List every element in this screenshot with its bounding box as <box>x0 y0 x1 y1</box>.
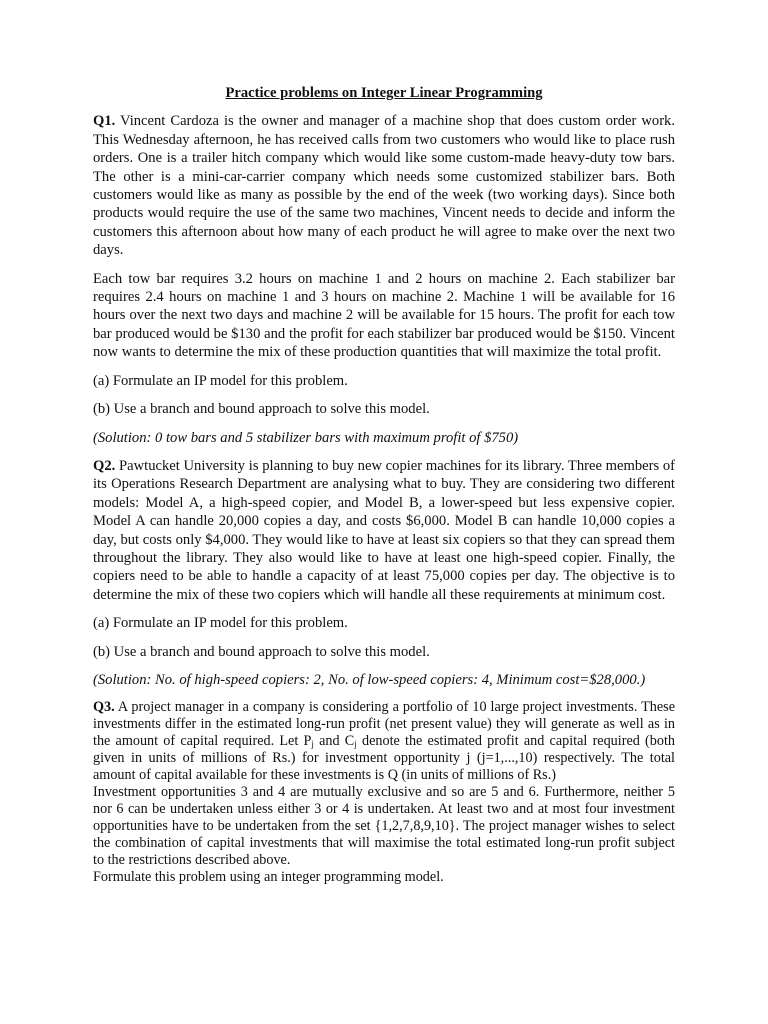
q3-subscript-2: j <box>354 739 357 750</box>
q3-task-paragraph: Formulate this problem using an integer programming model. <box>93 869 444 886</box>
q3-constraints-paragraph: Investment opportunities 3 and 4 are mutually exclusive and so are 5 and 6. Furthermore, neither 5 nor 6 can be undertaken unless either 3 or 4 is undertaken. At least two and at most four investment opportunities have to be undertaken from the set {1,2,7,8,9,10}. The project manager wishes to select the combination of capital investments that will maximise the total estimated long-run profit subject to the restrictions described above. <box>93 784 675 869</box>
q3-subscript-1: j <box>311 739 314 750</box>
q3-label: Q3. <box>93 699 115 716</box>
q1-details-paragraph: Each tow bar requires 3.2 hours on machine 1 and 2 hours on machine 2. Each stabilizer bar requires 2.4 hours on machine 1 and 3 hours on machine 2. Machine 1 will be available for 16 hours over the next two days and machine 2 will be available for 15 hours. The profit for each tow bar produced would be $130 and the profit for each stabilizer bar produced would be $150. Vincent now wants to determine the mix of these production quantities that will maximize the total profit. <box>93 270 675 361</box>
q2-solution: (Solution: No. of high-speed copiers: 2, No. of low-speed copiers: 4, Minimum cost=$28,000.) <box>93 671 646 688</box>
document-page <box>93 84 675 886</box>
q1-part-a: (a) Formulate an IP model for this problem. <box>93 372 348 389</box>
q1-intro-paragraph <box>93 112 675 259</box>
page-title: Practice problems on Integer Linear Programming <box>225 85 543 101</box>
q1-label: Q1. <box>93 113 116 130</box>
q3-text-1: A project manager in a company is considering a portfolio of 10 large project investments. These investments differ in the estimated long-run profit (net present value) they will generate as well as in the amount of capital required. Let P <box>93 699 675 750</box>
q1-solution: (Solution: 0 tow bars and 5 stabilizer bars with maximum profit of $750) <box>93 429 519 446</box>
q2-part-a: (a) Formulate an IP model for this problem. <box>93 615 348 632</box>
q3-section <box>93 699 675 886</box>
q1-intro-text: Vincent Cardoza is the owner and manager of a machine shop that does custom order work. This Wednesday afternoon, he has received calls from two customers who would like to place rush orders. One is a trailer hitch company which would like some custom-made heavy-duty tow bars. The other is a mini-car-carrier company which needs some customized stabilizer bars. Both customers would like as many as possible by the end of the week (two working days). Since both products would require the use of the same two machines, Vincent needs to decide and inform the customers this afternoon about how many of each product he will agree to make over the next two days. <box>93 113 675 259</box>
q3-text-2: and C <box>313 733 355 750</box>
q2-label: Q2. <box>93 457 116 474</box>
q2-intro-paragraph <box>93 457 675 604</box>
q1-part-b: (b) Use a branch and bound approach to solve this model. <box>93 401 430 418</box>
q3-text-3: denote the estimated profit and capital required (both given in units of millions of Rs.) for investment opportunity j (j=1,...,10) respectively. The total amount of capital available for these investments is Q (in units of millions of Rs.) <box>93 733 675 784</box>
q2-intro-text: Pawtucket University is planning to buy new copier machines for its library. Three members of its Operations Research Department are analysing what to buy. They are considering two different models: Model A, a high-speed copier, and Model B, a lower-speed but less expensive copier. Model A can handle 20,000 copies a day, and costs $6,000. Model B can handle 10,000 copies a day, but costs only $4,000. They would like to have at least six copiers so that they can spread them throughout the library. They also would like to have at least one high-speed copier. Finally, the copiers need to be able to handle a capacity of at least 75,000 copies per day. The objective is to determine the mix of these two copiers which will handle all these requirements at minimum cost. <box>93 457 675 603</box>
q2-part-b: (b) Use a branch and bound approach to solve this model. <box>93 643 430 660</box>
q3-intro-paragraph <box>93 699 675 784</box>
